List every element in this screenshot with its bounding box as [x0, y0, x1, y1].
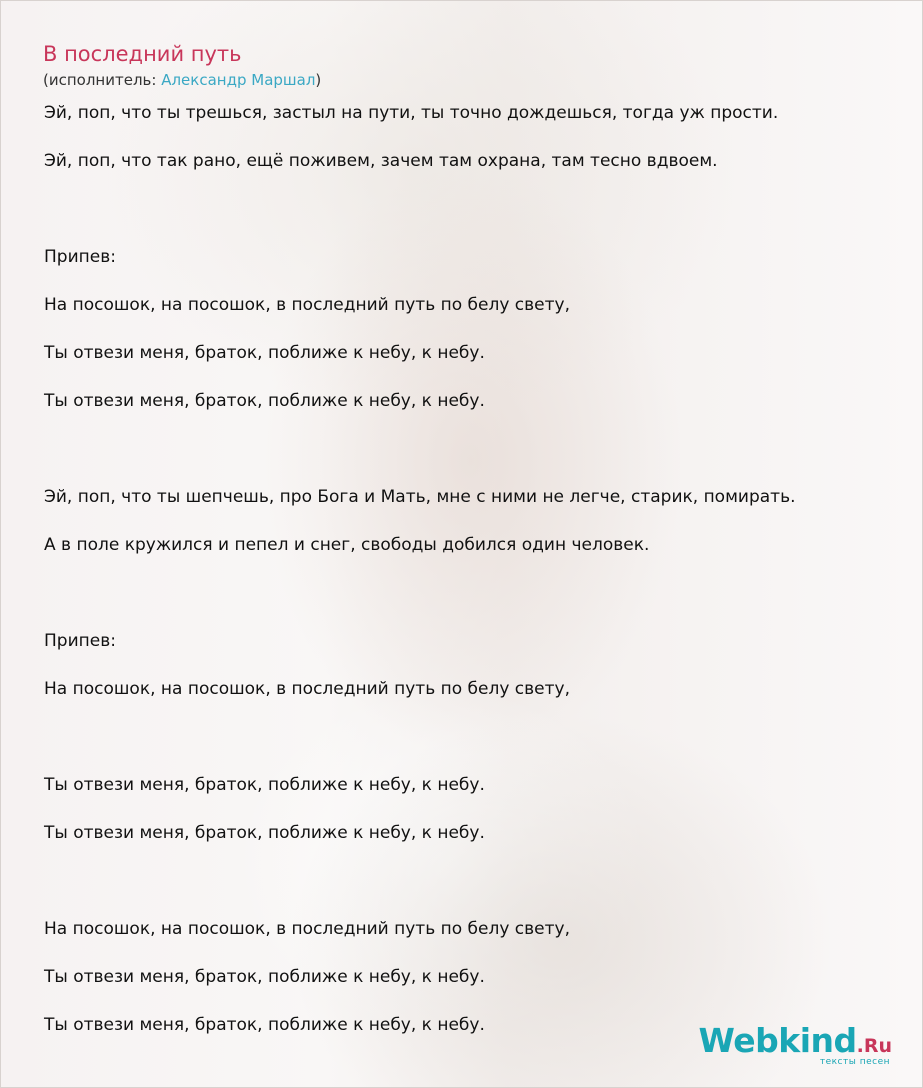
lyric-line: На посошок, на посошок, в последний путь по белу свету, [44, 919, 570, 939]
logo-tld: .Ru [856, 1035, 892, 1057]
logo-brand: Webkind [698, 1021, 857, 1060]
chorus-label: Припев: [44, 247, 116, 267]
site-logo[interactable] [698, 1021, 892, 1067]
logo-tagline: тексты песен [819, 1057, 890, 1067]
lyric-line: Ты отвези меня, браток, поближе к небу, к небу. [44, 391, 485, 411]
lyric-line: Эй, поп, что так рано, ещё поживем, зачем там охрана, там тесно вдвоем. [44, 151, 718, 171]
lyric-line: Ты отвези меня, браток, поближе к небу, к небу. [44, 823, 485, 843]
performer-suffix: ) [315, 71, 322, 89]
lyric-line: На посошок, на посошок, в последний путь по белу свету, [44, 679, 570, 699]
lyric-line: А в поле кружился и пепел и снег, свободы добился один человек. [44, 535, 650, 555]
song-title: В последний путь [43, 42, 242, 66]
artist-link[interactable]: Александр Маршал [161, 71, 316, 89]
lyric-line: Эй, поп, что ты шепчешь, про Бога и Мать, мне с ними не легче, старик, помирать. [44, 487, 796, 507]
chorus-label: Припев: [44, 631, 116, 651]
performer-prefix: (исполнитель: [43, 71, 162, 89]
lyric-line: Ты отвези меня, браток, поближе к небу, к небу. [44, 967, 485, 987]
performer-line [43, 71, 321, 89]
lyric-line: Ты отвези меня, браток, поближе к небу, к небу. [44, 775, 485, 795]
lyric-line: Ты отвези меня, браток, поближе к небу, к небу. [44, 1015, 485, 1035]
lyric-line: Ты отвези меня, браток, поближе к небу, к небу. [44, 343, 485, 363]
lyric-line: На посошок, на посошок, в последний путь по белу свету, [44, 295, 570, 315]
lyric-line: Эй, поп, что ты трешься, застыл на пути, ты точно дождешься, тогда уж прости. [44, 103, 779, 123]
